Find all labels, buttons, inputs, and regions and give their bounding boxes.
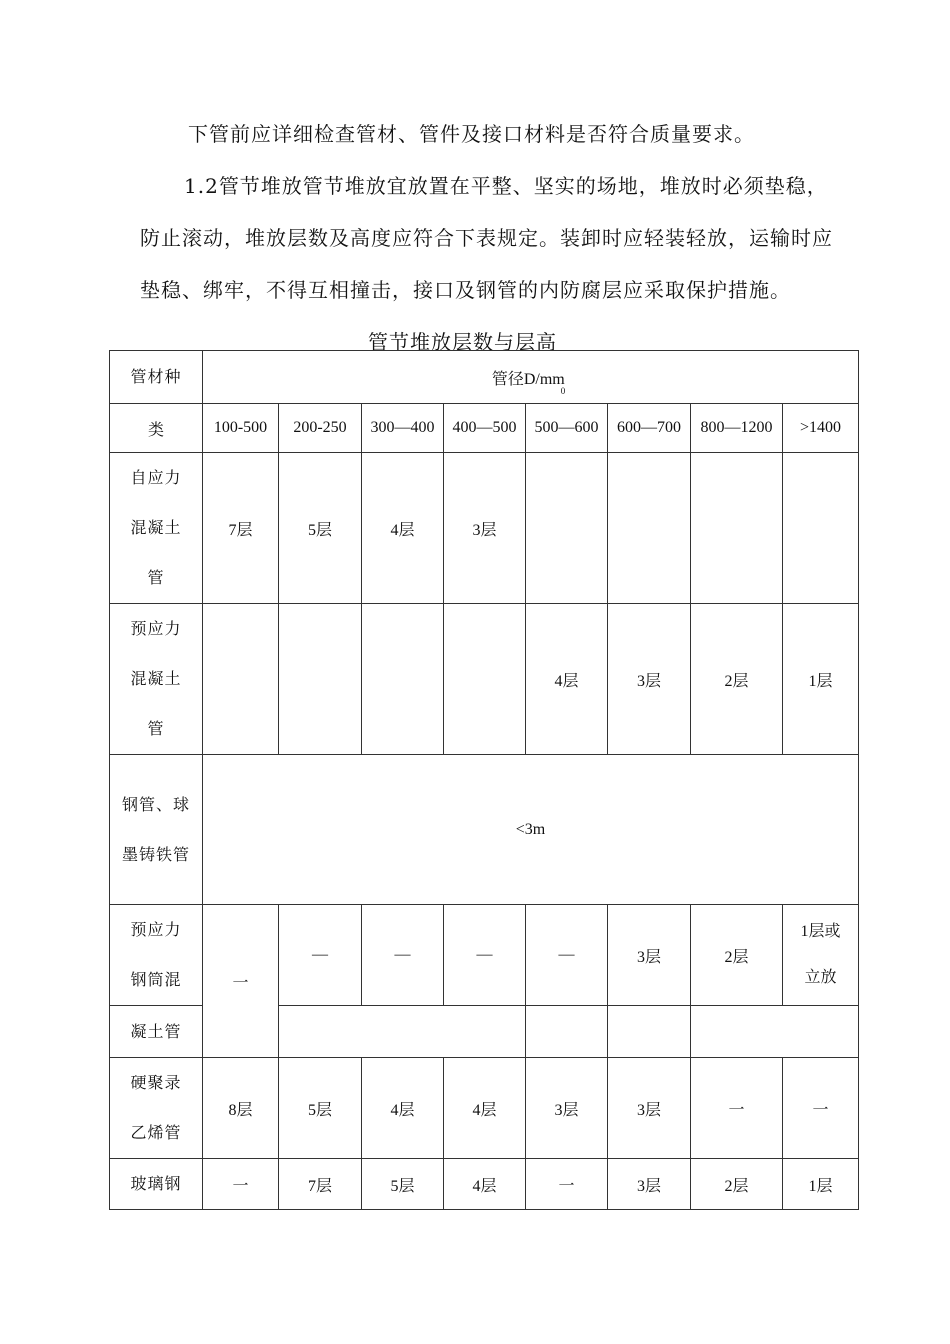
header-category-top: 管材种 xyxy=(110,351,203,404)
row-name: 预应力 混凝土 管 xyxy=(110,604,203,755)
table-cell: 3层 xyxy=(608,1159,691,1210)
col-header: 800—1200 xyxy=(691,404,783,453)
table-cell: 7层 xyxy=(203,453,279,604)
table-cell: 一 xyxy=(691,1058,783,1159)
table-cell: 1层或 立放 xyxy=(783,905,859,1006)
table-caption: 管节堆放层数与层高 xyxy=(368,330,557,354)
stacking-table xyxy=(109,350,859,1210)
header-category-bottom: 类 xyxy=(110,404,203,453)
table-cell: 5层 xyxy=(279,453,362,604)
table-cell: 4层 xyxy=(526,604,608,755)
row-name: 玻璃钢 xyxy=(110,1159,203,1210)
table-cell xyxy=(608,1006,691,1058)
diameter-subscript: 0 xyxy=(560,385,566,396)
paragraph-line-2-text: 管节堆放管节堆放宜放置在平整、坚实的场地，堆放时必须垫稳， xyxy=(218,174,828,198)
table-cell: 1层 xyxy=(783,1159,859,1210)
table-cell: 3层 xyxy=(444,453,526,604)
table-cell: 一 xyxy=(203,905,279,1058)
table-cell: 4层 xyxy=(362,1058,444,1159)
table-cell: — xyxy=(444,905,526,1006)
table-cell: 3层 xyxy=(608,905,691,1006)
table-row xyxy=(110,755,859,905)
col-header: 200-250 xyxy=(279,404,362,453)
table-cell: 4层 xyxy=(444,1159,526,1210)
table-cell xyxy=(444,604,526,755)
row-name: 自应力 混凝土 管 xyxy=(110,453,203,604)
table-cell xyxy=(691,1006,859,1058)
col-header: 100-500 xyxy=(203,404,279,453)
table-row xyxy=(110,1058,859,1159)
paragraph-line-1: 下管前应详细检查管材、管件及接口材料是否符合质量要求。 xyxy=(188,122,755,146)
row-name: 钢管、球 墨铸铁管 xyxy=(110,755,203,905)
table-cell: 5层 xyxy=(279,1058,362,1159)
header-diameter: 管径$D/mm_0$ xyxy=(203,351,859,404)
table-cell xyxy=(608,453,691,604)
table-cell xyxy=(362,604,444,755)
paragraph-line-3: 防止滚动，堆放层数及高度应符合下表规定。装卸时应轻装轻放，运输时应 xyxy=(140,226,833,250)
row-name: 硬聚录 乙烯管 xyxy=(110,1058,203,1159)
table-cell: — xyxy=(526,905,608,1006)
row-name: 凝土管 xyxy=(110,1006,203,1058)
col-header: >1400 xyxy=(783,404,859,453)
table-cell xyxy=(203,604,279,755)
table-cell: 2层 xyxy=(691,1159,783,1210)
section-number: 1.2 xyxy=(184,174,219,198)
table-cell: 3层 xyxy=(608,604,691,755)
table-cell xyxy=(783,453,859,604)
table-row xyxy=(110,1159,859,1210)
table-cell: 7层 xyxy=(279,1159,362,1210)
table-cell xyxy=(526,453,608,604)
table-cell: 2层 xyxy=(691,604,783,755)
table-row xyxy=(110,604,859,755)
table-cell xyxy=(691,453,783,604)
col-header: 500—600 xyxy=(526,404,608,453)
table-cell: 3层 xyxy=(526,1058,608,1159)
table-cell: 一 xyxy=(203,1159,279,1210)
table-cell: 4层 xyxy=(444,1058,526,1159)
table-cell: 一 xyxy=(526,1159,608,1210)
table-cell: 一 xyxy=(783,1058,859,1159)
table-cell: 8层 xyxy=(203,1058,279,1159)
table-cell: 3层 xyxy=(608,1058,691,1159)
table-cell: — xyxy=(362,905,444,1006)
table-cell xyxy=(279,604,362,755)
table-cell: — xyxy=(279,905,362,1006)
table-cell: 4层 xyxy=(362,453,444,604)
paragraph-line-2 xyxy=(184,160,828,212)
table-cell xyxy=(526,1006,608,1058)
col-header: 400—500 xyxy=(444,404,526,453)
table-cell xyxy=(279,1006,526,1058)
col-header: 600—700 xyxy=(608,404,691,453)
table-cell: 1层 xyxy=(783,604,859,755)
paragraph-line-4: 垫稳、绑牢，不得互相撞击，接口及钢管的内防腐层应采取保护措施。 xyxy=(140,278,791,302)
table-row xyxy=(110,905,859,1006)
table-row xyxy=(110,453,859,604)
col-header: 300—400 xyxy=(362,404,444,453)
row-name: 预应力 钢筒混 xyxy=(110,905,203,1006)
table-cell: 5层 xyxy=(362,1159,444,1210)
table-cell: 2层 xyxy=(691,905,783,1006)
merged-cell: <3m xyxy=(203,755,859,905)
